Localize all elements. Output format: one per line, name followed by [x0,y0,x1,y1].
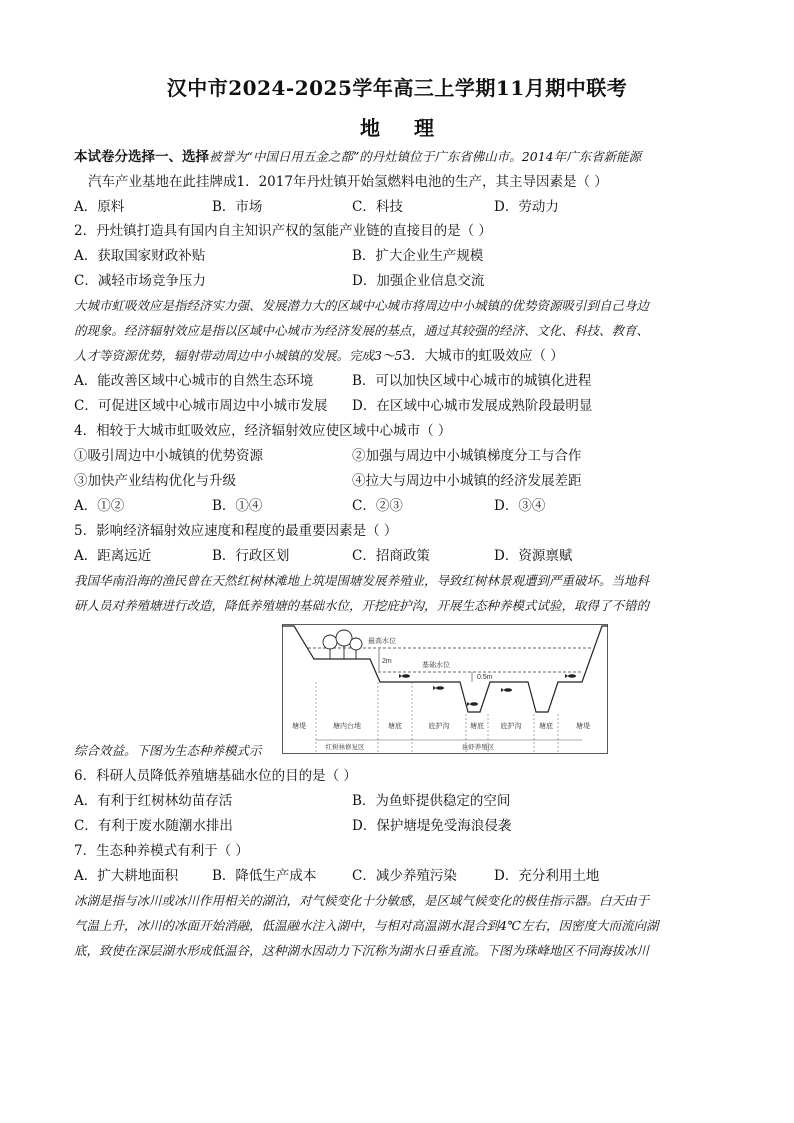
zone-dividers [316,682,558,752]
passage1-line-2: 的现象。经济辐射效应是指以区域中心城市为经济发展的基点，通过其较强的经济、文化、科技、教育、 [74,323,650,338]
exam-title: 汉中市2024-2025学年高三上学期11月期中联考 [166,76,628,100]
zone-label-bottom-2: 塘底 [470,723,484,730]
intro-line-2: 汽车产业基地在此挂牌成1．2017年丹灶镇开始氢燃料电池的生产，其主导因素是（ ） [88,174,608,190]
q6-option-b: B．为鱼虾提供稳定的空间 [352,793,511,809]
passage3-line-2: 气温上升，冰川的冰面开始消融，低温融水注入湖中，与相对高温湖水混合到4℃左右，因密度大而流向湖 [74,918,659,933]
q7-option-a: A．扩大耕地面积 [74,868,179,884]
ecological-farming-diagram [282,624,608,754]
subject-title: 地理 [360,116,468,140]
zone-label-platform: 塘内台地 [333,723,361,730]
q7-option-c: C．减少养殖污染 [352,868,457,884]
zone-label-bottom-1: 塘底 [388,723,402,730]
q5-option-d: D．资源禀赋 [494,548,573,564]
q2-option-a: A．获取国家财政补贴 [74,248,206,264]
q7-stem: 7．生态种养模式有利于（ ） [74,843,249,859]
depth-05m-label: 0.5m [477,674,493,681]
q4-item-2: ②加强与周边中小城镇梯度分工与合作 [352,448,582,464]
q5-option-a: A．距离远近 [74,548,152,564]
zone-label-dike-right: 塘堤 [576,723,590,730]
depth-2m-label: 2m [382,658,392,665]
q6-option-a: A．有利于红树林幼苗存活 [74,793,233,809]
q1-option-d: D．劳动力 [494,199,559,215]
passage1-line-1: 大城市虹吸效应是指经济实力强、发展潜力大的区域中心城市将周边中小城镇的优势资源吸引到自己身边 [74,298,650,313]
q3-option-d: D．在区域中心城市发展成熟阶段最明显 [352,398,593,414]
intro-rest: 被誉为“中国日用五金之都”的丹灶镇位于广东省佛山市。2014年广东省新能源 [209,149,642,164]
q5-option-b: B．行政区划 [212,548,290,564]
area-label-fish: 鱼虾养殖区 [461,744,495,751]
q1-option-a: A．原料 [74,199,125,215]
q4-option-a: A．①② [74,498,125,514]
passage1-line-3: 人才等资源优势，辐射带动周边中小城镇的发展。完成3～5 [74,348,403,363]
base-level-label: 基础水位 [422,662,450,669]
q4-option-b: B．①④ [212,498,263,514]
q1-option-b: B．市场 [212,199,263,215]
q5-option-c: C．招商政策 [352,548,430,564]
zone-label-ditch-2: 庇护沟 [500,723,522,730]
q4-stem: 4．相较于大城市虹吸效应，经济辐射效应使区域中心城市（ ） [74,423,452,439]
q2-option-d: D．加强企业信息交流 [352,273,485,289]
q4-option-c: C．②③ [352,498,403,514]
intro-bold: 本试卷分选择一、选择 [74,149,209,165]
passage2-line-2: 研人员对养殖塘进行改造，降低养殖塘的基础水位，开挖庇护沟，开展生态种养模式试验，取得了不错的 [74,598,650,613]
q6-stem: 6．科研人员降低养殖塘基础水位的目的是（ ） [74,768,357,784]
intro-line-1 [74,148,641,166]
highest-level-label: 最高水位 [368,638,396,645]
q3-stem: 3．大城市的虹吸效应（ ） [402,348,564,364]
q2-option-c: C．减轻市场竞争压力 [74,273,206,289]
passage1-line-3-row [74,347,564,365]
passage3-line-1: 冰湖是指与冰川或冰川作用相关的湖泊，对气候变化十分敏感，是区域气候变化的极佳指示器。白天由于 [74,893,650,908]
passage3-line-3: 底，致使在深层湖水形成低温谷，这种湖水因动力下沉称为湖水日垂直流。下图为珠峰地区不同海拔冰川 [74,943,650,958]
q3-option-a: A．能改善区域中心城市的自然生态环境 [74,373,314,389]
q6-option-d: D．保护塘堤免受海浪侵袭 [352,818,512,834]
q4-item-4: ④拉大与周边中小城镇的经济发展差距 [352,473,582,489]
q2-stem: 2．丹灶镇打造具有国内自主知识产权的氢能产业链的直接目的是（ ） [74,223,492,239]
zone-label-dike-left: 塘堤 [292,723,306,730]
q3-option-b: B．可以加快区域中心城市的城镇化进程 [352,373,592,389]
q2-option-b: B．扩大企业生产规模 [352,248,484,264]
q4-option-d: D．③④ [494,498,546,514]
q7-option-d: D．充分利用土地 [494,868,600,884]
q5-stem: 5．影响经济辐射效应速度和程度的最重要因素是（ ） [74,523,398,539]
passage2-line-3: 综合效益。下图为生态种养模式示 [74,743,262,758]
zone-label-ditch-1: 庇护沟 [428,723,450,730]
zone-label-bottom-3: 塘底 [539,723,553,730]
q4-item-1: ①吸引周边中小城镇的优势资源 [74,448,263,464]
passage2-line-1: 我国华南沿海的渔民曾在天然红树林滩地上筑堤围塘发展养殖业，导致红树林景观遭到严重破坏。当地科 [74,573,650,588]
q1-option-c: C．科技 [352,199,403,215]
q6-option-c: C．有利于废水随潮水排出 [74,818,233,834]
area-label-mangrove: 红树林修复区 [325,744,365,751]
mangrove-trees-icon [323,630,362,659]
q3-option-c: C．可促进区域中心城市周边中小城市发展 [74,398,328,414]
q4-item-3: ③加快产业结构优化与升级 [74,473,236,489]
q7-option-b: B．降低生产成本 [212,868,317,884]
